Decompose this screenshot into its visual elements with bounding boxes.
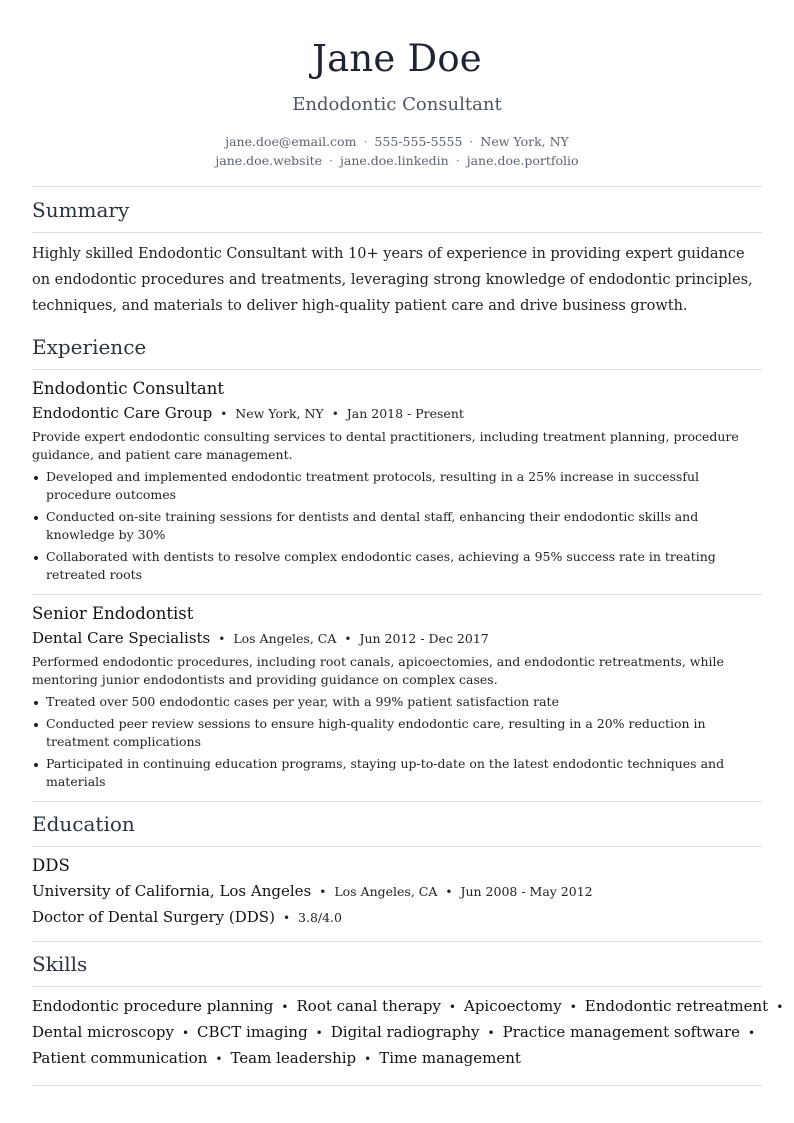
separator: · [363,134,368,149]
location-text: New York, NY [480,134,569,149]
summary-section [32,187,762,325]
linkedin-link[interactable]: jane.doe.linkedin [340,153,449,168]
bullet-separator: • [218,632,226,646]
candidate-name: Jane Doe [312,37,482,80]
bullet-separator: • [776,1000,784,1014]
bullet-separator: • [315,1026,323,1040]
list-item: Collaborated with dentists to resolve complex endodontic cases, achieving a 95% success rate in treating retreated roots [32,548,762,584]
skill-item: Patient communication [32,1049,208,1067]
skill-item: Endodontic procedure planning [32,997,274,1015]
summary-text: Highly skilled Endodontic Consultant with 10+ years of experience in providing expert guidance on endodontic procedures and treatments, leveraging strong knowledge of endodontic principles, techniques, and materials to deliver high-quality patient care and drive business growth. [32,246,753,314]
achievement-list [32,468,762,584]
list-item: Treated over 500 endodontic cases per year, with a 99% patient satisfaction rate [32,693,762,711]
skills-line-3 [32,1046,762,1072]
section-title-experience: Experience [32,335,147,359]
job-title: Senior Endodontist [32,604,194,623]
bullet-separator: • [215,1052,223,1066]
skill-item: CBCT imaging [197,1023,308,1041]
list-item: Conducted peer review sessions to ensure high-quality endodontic care, resulting in a 20% reduction in treatment complications [32,715,762,751]
section-title-summary: Summary [32,198,130,222]
contact-line-1 [32,132,762,151]
bullet-separator: • [319,885,327,899]
skill-item: Apicoectomy [464,997,562,1015]
contact-info [32,132,762,170]
company-name: Dental Care Specialists [32,629,211,647]
separator: · [469,134,474,149]
bullet-separator: • [181,1026,190,1040]
bullet-separator: • [281,1000,289,1014]
skill-item: Team leadership [230,1049,357,1067]
section-title-skills: Skills [32,952,88,976]
company-name: Endodontic Care Group [32,404,213,422]
bullet-separator: • [344,632,352,646]
experience-entry [32,595,762,801]
school-location: Los Angeles, CA [334,884,438,899]
experience-section [32,325,762,802]
skills-list [32,987,784,1085]
job-location: Los Angeles, CA [233,631,337,646]
bullet-separator: • [282,911,291,925]
portfolio-link[interactable]: jane.doe.portfolio [466,153,579,168]
skill-item: Time management [379,1049,521,1067]
resume-header [32,0,762,170]
school-line [32,880,762,903]
job-dates: Jun 2012 - Dec 2017 [359,631,489,646]
job-meta [32,403,762,424]
separator: · [329,153,333,168]
education-section [32,802,762,942]
job-dates: Jan 2018 - Present [346,406,464,421]
contact-line-2 [32,151,762,170]
skills-line-1 [32,994,784,1020]
bullet-separator: • [331,407,339,421]
website-link[interactable]: jane.doe.website [215,153,323,168]
bullet-separator: • [445,885,453,899]
bullet-separator: • [569,1000,577,1014]
skills-line-2 [32,1020,762,1046]
phone-text: 555-555-5555 [374,134,463,149]
skills-section [32,942,784,1086]
bullet-separator: • [487,1026,495,1040]
gpa-value: 3.8/4.0 [298,910,342,925]
skill-item: Endodontic retreatment [584,997,769,1015]
experience-entry [32,370,762,594]
list-item: Developed and implemented endodontic treatment protocols, resulting in a 25% increase in successful procedure outcomes [32,468,762,504]
separator: · [455,153,460,168]
school-name: University of California, Los Angeles [32,882,312,900]
job-description: Provide expert endodontic consulting services to dental practitioners, including treatment planning, procedure guidance, and patient care management. [32,429,739,462]
job-description: Performed endodontic procedures, including root canals, apicoectomies, and endodontic retreatments, while mentoring junior endodontists and providing guidance on complex cases. [32,654,724,687]
bullet-separator: • [220,407,228,421]
field-line [32,906,762,929]
education-dates: Jun 2008 - May 2012 [460,884,593,899]
bullet-separator: • [448,1000,456,1014]
divider [32,1085,762,1086]
job-title: Endodontic Consultant [32,379,224,398]
candidate-role: Endodontic Consultant [292,94,502,115]
degree-title: DDS [32,856,70,875]
skill-item: Dental microscopy [32,1023,174,1041]
skill-item: Root canal therapy [296,997,441,1015]
skill-item: Practice management software [502,1023,741,1041]
field-of-study: Doctor of Dental Surgery (DDS) [32,908,275,926]
section-title-education: Education [32,812,135,836]
skill-item: Digital radiography [330,1023,480,1041]
education-entry [32,847,762,941]
bullet-separator: • [748,1026,756,1040]
list-item: Conducted on-site training sessions for dentists and dental staff, enhancing their endodontic skills and knowledge by 30% [32,508,762,544]
list-item: Participated in continuing education programs, staying up-to-date on the latest endodontic techniques and materials [32,755,762,791]
job-location: New York, NY [235,406,324,421]
achievement-list [32,693,762,791]
job-meta [32,628,762,649]
email-link[interactable]: jane.doe@email.com [225,134,357,149]
bullet-separator: • [364,1052,372,1066]
